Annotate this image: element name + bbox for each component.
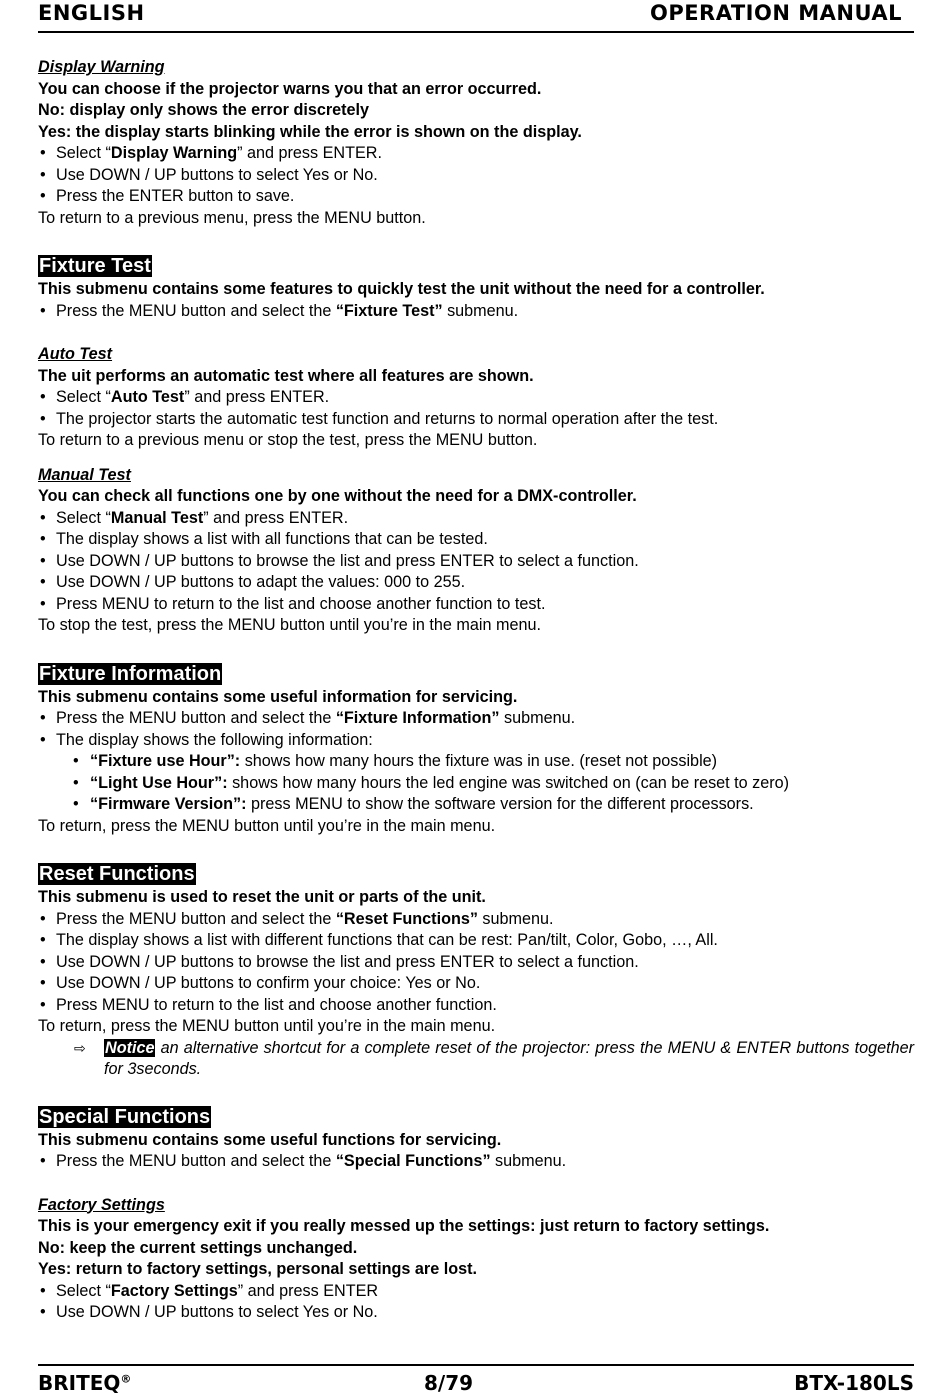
manual-test-intro: You can check all functions one by one without the need for a DMX-controller. <box>38 487 637 505</box>
fixture-information-sub-bullet-3: • “Firmware Version”: press MENU to show the software version for the different processors. <box>38 794 914 816</box>
manual-test-bullet-1: • Select “Manual Test” and press ENTER. <box>38 508 914 530</box>
footer-model: BTX-180LS <box>794 1371 914 1395</box>
reset-functions-bullet-4: • Use DOWN / UP buttons to confirm your choice: Yes or No. <box>38 973 914 995</box>
reset-functions-bullet-1: • Press the MENU button and select the “Reset Functions” submenu. <box>38 909 914 931</box>
factory-settings-heading: Factory Settings <box>38 1195 165 1214</box>
notice-text: an alternative shortcut for a complete reset of the projector: press the MENU & ENTER buttons together for 3seconds. <box>104 1038 914 1078</box>
manual-test-bullet-5: • Press MENU to return to the list and choose another function to test. <box>38 594 914 616</box>
auto-test-return: To return to a previous menu or stop the test, press the MENU button. <box>38 431 538 449</box>
fixture-information-return: To return, press the MENU button until you’re in the main menu. <box>38 816 496 835</box>
header-language: ENGLISH <box>38 1 145 25</box>
factory-settings-bullet-1: • Select “Factory Settings” and press ENTER <box>38 1281 914 1303</box>
auto-test-bullet-1: • Select “Auto Test” and press ENTER. <box>38 387 914 409</box>
reset-functions-bullet-3: • Use DOWN / UP buttons to browse the list and press ENTER to select a function. <box>38 952 914 974</box>
fixture-information-sub-bullet-1: • “Fixture use Hour”: shows how many hours the fixture was in use. (reset not possible) <box>38 751 914 773</box>
manual-test-return: To stop the test, press the MENU button until you’re in the main menu. <box>38 616 541 634</box>
fixture-information-bullet-1: • Press the MENU button and select the “Fixture Information” submenu. <box>38 708 914 730</box>
reset-functions-section-title: Reset Functions <box>39 863 195 885</box>
fixture-test-intro: This submenu contains some features to quickly test the unit without the need for a controller. <box>38 280 765 298</box>
manual-test-heading: Manual Test <box>38 465 131 484</box>
auto-test-bullet-2: • The projector starts the automatic test function and returns to normal operation after the test. <box>38 409 914 431</box>
factory-settings-line-3: Yes: return to factory settings, personal settings are lost. <box>38 1260 477 1278</box>
factory-settings-line-1: This is your emergency exit if you really messed up the settings: just return to factory settings. <box>38 1217 770 1235</box>
special-functions-section-title: Special Functions <box>39 1105 211 1128</box>
auto-test-intro: The uit performs an automatic test where all features are shown. <box>38 366 534 385</box>
reset-functions-intro: This submenu is used to reset the unit or parts of the unit. <box>38 888 486 906</box>
page-content <box>38 57 914 1324</box>
fixture-information-intro: This submenu contains some useful information for servicing. <box>38 687 518 706</box>
display-warning-return: To return to a previous menu, press the MENU button. <box>38 208 426 227</box>
factory-settings-bullet-2: • Use DOWN / UP buttons to select Yes or No. <box>38 1302 914 1324</box>
reset-functions-bullet-5: • Press MENU to return to the list and choose another function. <box>38 995 914 1017</box>
special-functions-intro: This submenu contains some useful functions for servicing. <box>38 1130 502 1149</box>
display-warning-line-2: No: display only shows the error discretely <box>38 101 370 119</box>
fixture-information-sub-bullet-2: • “Light Use Hour”: shows how many hours the led engine was switched on (can be reset to zero) <box>38 773 914 795</box>
fixture-information-bullet-2: • The display shows the following information: <box>38 730 914 752</box>
page-number: 8/79 <box>424 1371 474 1395</box>
header-title: OPERATION MANUAL <box>649 1 902 25</box>
manual-test-bullet-4: • Use DOWN / UP buttons to adapt the values: 000 to 255. <box>38 572 914 594</box>
footer-brand: BRITEQ® <box>38 1371 132 1395</box>
display-warning-heading: Display Warning <box>38 58 165 76</box>
display-warning-bullet-1: • Select “Display Warning” and press ENTER. <box>38 143 914 165</box>
display-warning-line-3: Yes: the display starts blinking while the error is shown on the display. <box>38 122 582 141</box>
arrow-right-icon: ⇨ <box>74 1039 86 1056</box>
fixture-test-section-title: Fixture Test <box>39 255 151 277</box>
fixture-test-bullet-1: • Press the MENU button and select the “Fixture Test” submenu. <box>38 301 914 323</box>
reset-functions-return: To return, press the MENU button until you’re in the main menu. <box>38 1017 496 1035</box>
notice-label: Notice <box>105 1038 155 1057</box>
display-warning-line-1: You can choose if the projector warns you that an error occurred. <box>38 79 542 98</box>
page-footer <box>38 1364 914 1399</box>
display-warning-bullet-2: • Use DOWN / UP buttons to select Yes or No. <box>38 165 914 187</box>
reset-functions-notice <box>38 1038 914 1080</box>
auto-test-heading: Auto Test <box>38 345 113 363</box>
manual-test-bullet-2: • The display shows a list with all functions that can be tested. <box>38 529 914 551</box>
display-warning-bullet-3: • Press the ENTER button to save. <box>38 186 914 208</box>
special-functions-bullet-1: • Press the MENU button and select the “Special Functions” submenu. <box>38 1151 914 1173</box>
manual-test-bullet-3: • Use DOWN / UP buttons to browse the list and press ENTER to select a function. <box>38 551 914 573</box>
reset-functions-bullet-2: • The display shows a list with different functions that can be rest: Pan/tilt, Color, Gobo, …, All. <box>38 930 914 952</box>
factory-settings-line-2: No: keep the current settings unchanged. <box>38 1238 358 1257</box>
fixture-information-section-title: Fixture Information <box>39 662 222 685</box>
page-header <box>38 0 914 33</box>
